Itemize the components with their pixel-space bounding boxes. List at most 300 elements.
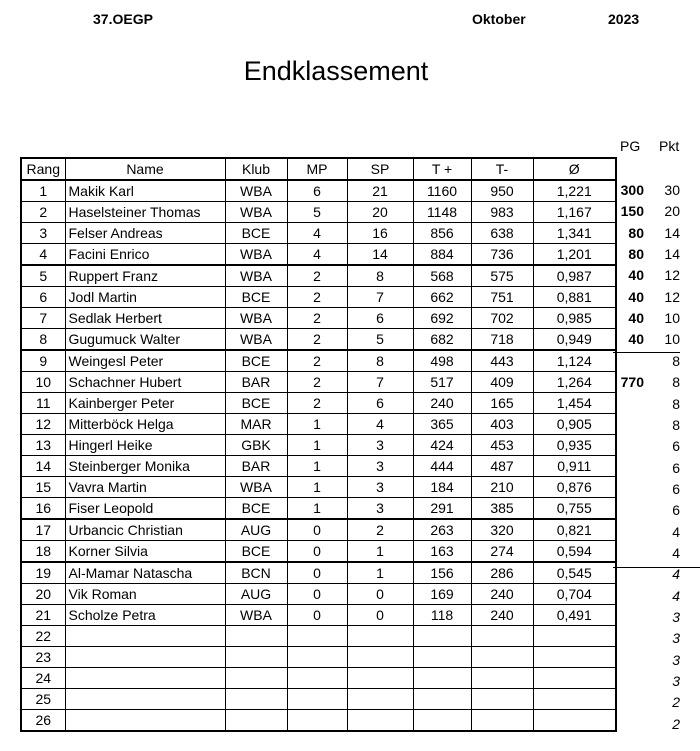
t-plus-cell: 184 xyxy=(413,477,471,498)
mp-cell: 1 xyxy=(287,414,347,435)
klub-cell: BAR xyxy=(225,372,287,393)
year-label: 2023 xyxy=(608,11,640,27)
rang-cell: 22 xyxy=(21,626,65,647)
t-minus-cell: 240 xyxy=(471,605,533,626)
pkt-value: 6 xyxy=(672,480,680,497)
table-row xyxy=(21,435,616,456)
header-rang: Rang xyxy=(21,158,65,180)
points-row xyxy=(600,671,700,692)
t-minus-cell: 751 xyxy=(471,287,533,308)
pkt-value: 12 xyxy=(664,267,680,284)
rang-cell: 17 xyxy=(21,519,65,541)
sp-cell: 16 xyxy=(347,223,413,244)
pg-value: 770 xyxy=(620,374,644,391)
table-row xyxy=(21,329,616,351)
mp-cell: 2 xyxy=(287,265,347,287)
mp-cell: 2 xyxy=(287,393,347,414)
table-row xyxy=(21,287,616,308)
points-row xyxy=(600,180,700,201)
points-row xyxy=(600,308,700,329)
name-cell: Facini Enrico xyxy=(65,244,225,266)
pg-value: 40 xyxy=(628,288,644,305)
rang-cell: 19 xyxy=(21,562,65,584)
pkt-value: 3 xyxy=(672,673,680,690)
t-plus-cell: 692 xyxy=(413,308,471,329)
header-sp: SP xyxy=(347,158,413,180)
name-cell: Urbancic Christian xyxy=(65,519,225,541)
pkt-value: 20 xyxy=(664,203,680,220)
sp-cell xyxy=(347,647,413,668)
pkt-value: 3 xyxy=(672,609,680,625)
rang-cell: 1 xyxy=(21,180,65,202)
t-plus-cell: 263 xyxy=(413,519,471,541)
sp-cell: 7 xyxy=(347,372,413,393)
points-row xyxy=(600,714,700,735)
mp-cell: 0 xyxy=(287,541,347,563)
name-cell xyxy=(65,689,225,710)
klub-cell: BCE xyxy=(225,223,287,244)
t-minus-cell xyxy=(471,647,533,668)
pkt-value: 2 xyxy=(672,694,680,711)
mp-cell: 2 xyxy=(287,372,347,393)
klub-cell: WBA xyxy=(225,202,287,223)
points-row xyxy=(600,479,700,500)
sp-cell: 1 xyxy=(347,541,413,563)
t-plus-cell: 163 xyxy=(413,541,471,563)
table-row xyxy=(21,541,616,563)
mp-cell: 6 xyxy=(287,180,347,202)
average-cell: 0,935 xyxy=(533,435,616,456)
sp-cell: 20 xyxy=(347,202,413,223)
klub-cell: WBA xyxy=(225,180,287,202)
klub-cell xyxy=(225,710,287,732)
average-cell: 0,876 xyxy=(533,477,616,498)
month-label: Oktober xyxy=(472,11,526,27)
sp-cell: 3 xyxy=(347,456,413,477)
rang-cell: 11 xyxy=(21,393,65,414)
header-t-plus: T + xyxy=(413,158,471,180)
table-row xyxy=(21,562,616,584)
rang-cell: 10 xyxy=(21,372,65,393)
pkt-value: 3 xyxy=(672,651,680,668)
t-plus-cell: 169 xyxy=(413,584,471,605)
sp-cell: 4 xyxy=(347,414,413,435)
mp-cell: 5 xyxy=(287,202,347,223)
t-plus-cell: 856 xyxy=(413,223,471,244)
t-plus-cell: 682 xyxy=(413,329,471,351)
name-cell: Weingesl Peter xyxy=(65,350,225,372)
points-row xyxy=(600,586,700,607)
sp-cell xyxy=(347,668,413,689)
points-row xyxy=(600,394,700,415)
klub-cell: MAR xyxy=(225,414,287,435)
table-row xyxy=(21,710,616,732)
pkt-value: 4 xyxy=(672,523,680,540)
klub-cell: BCE xyxy=(225,350,287,372)
points-row xyxy=(600,543,700,564)
average-cell: 0,881 xyxy=(533,287,616,308)
t-plus-cell: 365 xyxy=(413,414,471,435)
t-plus-cell: 568 xyxy=(413,265,471,287)
average-cell: 0,905 xyxy=(533,414,616,435)
pg-value: 80 xyxy=(628,246,644,263)
klub-cell: WBA xyxy=(225,265,287,287)
klub-cell: BAR xyxy=(225,456,287,477)
table-row xyxy=(21,308,616,329)
table-row xyxy=(21,223,616,244)
table-row xyxy=(21,689,616,710)
pkt-value: 6 xyxy=(672,459,680,476)
rang-cell: 13 xyxy=(21,435,65,456)
pkt-value: 3 xyxy=(672,630,680,647)
name-cell: Fiser Leopold xyxy=(65,498,225,520)
name-cell xyxy=(65,626,225,647)
mp-cell xyxy=(287,668,347,689)
pkt-value: 14 xyxy=(664,246,680,263)
name-cell: Haselsteiner Thomas xyxy=(65,202,225,223)
pg-value: 150 xyxy=(620,203,644,220)
sp-cell: 3 xyxy=(347,477,413,498)
rang-cell: 2 xyxy=(21,202,65,223)
t-minus-cell: 487 xyxy=(471,456,533,477)
average-cell: 1,454 xyxy=(533,393,616,414)
event-label: 37.OEGP xyxy=(93,11,153,27)
mp-cell: 2 xyxy=(287,350,347,372)
mp-cell: 2 xyxy=(287,329,347,351)
t-plus-cell: 291 xyxy=(413,498,471,520)
t-plus-cell xyxy=(413,689,471,710)
t-minus-cell: 950 xyxy=(471,180,533,202)
table-row xyxy=(21,626,616,647)
pkt-value: 8 xyxy=(672,416,680,433)
average-cell: 1,221 xyxy=(533,180,616,202)
klub-cell: BCE xyxy=(225,498,287,520)
rang-cell: 26 xyxy=(21,710,65,732)
rang-cell: 15 xyxy=(21,477,65,498)
average-cell: 1,167 xyxy=(533,202,616,223)
header-average: Ø xyxy=(533,158,616,180)
rang-cell: 20 xyxy=(21,584,65,605)
klub-cell xyxy=(225,689,287,710)
mp-cell: 1 xyxy=(287,477,347,498)
table-row xyxy=(21,456,616,477)
divider-line xyxy=(613,352,680,353)
t-minus-cell xyxy=(471,626,533,647)
pg-column-header: PG xyxy=(620,138,641,154)
average-cell: 1,201 xyxy=(533,244,616,266)
sp-cell: 7 xyxy=(347,287,413,308)
t-minus-cell: 718 xyxy=(471,329,533,351)
mp-cell: 0 xyxy=(287,605,347,626)
name-cell: Sedlak Herbert xyxy=(65,308,225,329)
mp-cell: 0 xyxy=(287,562,347,584)
klub-cell: BCE xyxy=(225,287,287,308)
rang-cell: 25 xyxy=(21,689,65,710)
page-title: Endklassement xyxy=(243,56,429,86)
name-cell: Ruppert Franz xyxy=(65,265,225,287)
mp-cell: 1 xyxy=(287,435,347,456)
table-row xyxy=(21,265,616,287)
klub-cell xyxy=(225,626,287,647)
name-cell: Kainberger Peter xyxy=(65,393,225,414)
t-plus-cell xyxy=(413,647,471,668)
t-minus-cell: 443 xyxy=(471,350,533,372)
sp-cell: 3 xyxy=(347,498,413,520)
t-plus-cell: 884 xyxy=(413,244,471,266)
points-row xyxy=(600,458,700,479)
table-row xyxy=(21,372,616,393)
klub-cell: WBA xyxy=(225,477,287,498)
points-row xyxy=(600,287,700,308)
header-klub: Klub xyxy=(225,158,287,180)
klub-cell: WBA xyxy=(225,244,287,266)
t-minus-cell xyxy=(471,710,533,732)
rang-cell: 9 xyxy=(21,350,65,372)
points-row xyxy=(600,223,700,244)
name-cell: Steinberger Monika xyxy=(65,456,225,477)
t-minus-cell xyxy=(471,668,533,689)
pkt-value: 4 xyxy=(672,566,680,583)
sp-cell: 0 xyxy=(347,605,413,626)
t-plus-cell: 662 xyxy=(413,287,471,308)
points-row xyxy=(600,692,700,713)
points-row xyxy=(600,265,700,286)
table-row xyxy=(21,519,616,541)
pg-value: 40 xyxy=(628,267,644,284)
mp-cell xyxy=(287,647,347,668)
t-plus-cell: 1148 xyxy=(413,202,471,223)
pg-value: 80 xyxy=(628,224,644,241)
mp-cell: 4 xyxy=(287,244,347,266)
sp-cell xyxy=(347,626,413,647)
sp-cell: 3 xyxy=(347,435,413,456)
average-cell: 0,985 xyxy=(533,308,616,329)
name-cell xyxy=(65,668,225,689)
pg-value: 300 xyxy=(620,182,644,198)
points-row xyxy=(600,329,700,350)
t-plus-cell xyxy=(413,668,471,689)
mp-cell xyxy=(287,626,347,647)
average-cell: 1,341 xyxy=(533,223,616,244)
klub-cell: WBA xyxy=(225,308,287,329)
pkt-value: 6 xyxy=(672,502,680,519)
t-minus-cell: 453 xyxy=(471,435,533,456)
t-minus-cell: 320 xyxy=(471,519,533,541)
t-plus-cell: 424 xyxy=(413,435,471,456)
points-row xyxy=(600,436,700,457)
t-plus-cell: 1160 xyxy=(413,180,471,202)
table-row xyxy=(21,180,616,202)
pkt-value: 4 xyxy=(672,587,680,604)
name-cell xyxy=(65,647,225,668)
name-cell: Korner Silvia xyxy=(65,541,225,563)
points-row xyxy=(600,201,700,222)
table-row xyxy=(21,393,616,414)
average-cell: 0,821 xyxy=(533,519,616,541)
klub-cell: BCN xyxy=(225,562,287,584)
pkt-value: 10 xyxy=(664,331,680,348)
name-cell: Hingerl Heike xyxy=(65,435,225,456)
pkt-value: 14 xyxy=(664,224,680,241)
rang-cell: 21 xyxy=(21,605,65,626)
average-cell: 0,545 xyxy=(533,562,616,584)
pg-value: 40 xyxy=(628,310,644,327)
divider-line xyxy=(613,567,700,568)
t-plus-cell xyxy=(413,626,471,647)
sp-cell: 8 xyxy=(347,265,413,287)
mp-cell: 0 xyxy=(287,519,347,541)
table-row xyxy=(21,584,616,605)
t-minus-cell: 983 xyxy=(471,202,533,223)
mp-cell: 2 xyxy=(287,308,347,329)
name-cell: Schachner Hubert xyxy=(65,372,225,393)
rang-cell: 24 xyxy=(21,668,65,689)
average-cell: 0,987 xyxy=(533,265,616,287)
klub-cell: WBA xyxy=(225,329,287,351)
points-row xyxy=(600,628,700,649)
sp-cell: 2 xyxy=(347,519,413,541)
average-cell: 0,755 xyxy=(533,498,616,520)
average-cell: 0,704 xyxy=(533,584,616,605)
table-row xyxy=(21,414,616,435)
rang-cell: 7 xyxy=(21,308,65,329)
points-row xyxy=(600,607,700,628)
header-mp: MP xyxy=(287,158,347,180)
name-cell: Mitterböck Helga xyxy=(65,414,225,435)
points-row xyxy=(600,650,700,671)
sp-cell: 1 xyxy=(347,562,413,584)
average-cell: 0,949 xyxy=(533,329,616,351)
sp-cell: 21 xyxy=(347,180,413,202)
name-cell: Gugumuck Walter xyxy=(65,329,225,351)
mp-cell: 1 xyxy=(287,498,347,520)
pkt-value: 6 xyxy=(672,438,680,455)
average-cell: 1,124 xyxy=(533,350,616,372)
mp-cell: 0 xyxy=(287,584,347,605)
klub-cell: AUG xyxy=(225,584,287,605)
average-cell: 0,594 xyxy=(533,541,616,563)
t-minus-cell: 638 xyxy=(471,223,533,244)
points-row xyxy=(600,415,700,436)
t-minus-cell: 286 xyxy=(471,562,533,584)
name-cell: Vik Roman xyxy=(65,584,225,605)
points-row xyxy=(600,244,700,265)
table-header-row xyxy=(21,158,616,180)
sp-cell xyxy=(347,689,413,710)
t-minus-cell: 409 xyxy=(471,372,533,393)
klub-cell: BCE xyxy=(225,393,287,414)
pkt-value: 8 xyxy=(672,395,680,412)
t-minus-cell: 165 xyxy=(471,393,533,414)
table-row xyxy=(21,244,616,266)
klub-cell xyxy=(225,668,287,689)
rang-cell: 6 xyxy=(21,287,65,308)
t-plus-cell: 118 xyxy=(413,605,471,626)
sp-cell: 0 xyxy=(347,584,413,605)
average-cell: 1,264 xyxy=(533,372,616,393)
mp-cell xyxy=(287,689,347,710)
klub-cell: WBA xyxy=(225,605,287,626)
name-cell: Felser Andreas xyxy=(65,223,225,244)
points-row xyxy=(600,522,700,543)
table-row xyxy=(21,202,616,223)
sp-cell: 14 xyxy=(347,244,413,266)
name-cell: Scholze Petra xyxy=(65,605,225,626)
table-row xyxy=(21,647,616,668)
name-cell: Vavra Martin xyxy=(65,477,225,498)
rang-cell: 23 xyxy=(21,647,65,668)
name-cell xyxy=(65,710,225,732)
rang-cell: 5 xyxy=(21,265,65,287)
mp-cell: 2 xyxy=(287,287,347,308)
points-row xyxy=(600,500,700,521)
pkt-value: 30 xyxy=(664,182,680,198)
klub-cell: GBK xyxy=(225,435,287,456)
t-minus-cell: 702 xyxy=(471,308,533,329)
sp-cell: 5 xyxy=(347,329,413,351)
pkt-value: 2 xyxy=(672,715,680,732)
klub-cell: AUG xyxy=(225,519,287,541)
pkt-value: 4 xyxy=(672,544,680,561)
rang-cell: 8 xyxy=(21,329,65,351)
name-cell: Al-Mamar Natascha xyxy=(65,562,225,584)
name-cell: Makik Karl xyxy=(65,180,225,202)
header-t-minus: T- xyxy=(471,158,533,180)
t-plus-cell: 240 xyxy=(413,393,471,414)
rang-cell: 4 xyxy=(21,244,65,266)
t-minus-cell: 736 xyxy=(471,244,533,266)
table-row xyxy=(21,350,616,372)
table-row xyxy=(21,605,616,626)
t-minus-cell: 385 xyxy=(471,498,533,520)
points-row xyxy=(600,372,700,393)
mp-cell: 1 xyxy=(287,456,347,477)
klub-cell: BCE xyxy=(225,541,287,563)
mp-cell xyxy=(287,710,347,732)
sp-cell: 8 xyxy=(347,350,413,372)
header-name: Name xyxy=(65,158,225,180)
pkt-value: 12 xyxy=(664,288,680,305)
t-plus-cell xyxy=(413,710,471,732)
t-plus-cell: 498 xyxy=(413,350,471,372)
table-row xyxy=(21,668,616,689)
klub-cell xyxy=(225,647,287,668)
pg-value: 40 xyxy=(628,331,644,348)
rang-cell: 16 xyxy=(21,498,65,520)
pkt-value: 8 xyxy=(672,352,680,369)
name-cell: Jodl Martin xyxy=(65,287,225,308)
points-row xyxy=(600,351,700,372)
pkt-value: 10 xyxy=(664,310,680,327)
t-plus-cell: 517 xyxy=(413,372,471,393)
t-minus-cell xyxy=(471,689,533,710)
t-minus-cell: 575 xyxy=(471,265,533,287)
t-plus-cell: 444 xyxy=(413,456,471,477)
average-cell: 0,491 xyxy=(533,605,616,626)
mp-cell: 4 xyxy=(287,223,347,244)
t-minus-cell: 274 xyxy=(471,541,533,563)
t-plus-cell: 156 xyxy=(413,562,471,584)
results-table xyxy=(20,157,617,732)
rang-cell: 12 xyxy=(21,414,65,435)
table-row xyxy=(21,477,616,498)
t-minus-cell: 403 xyxy=(471,414,533,435)
sp-cell: 6 xyxy=(347,393,413,414)
rang-cell: 18 xyxy=(21,541,65,563)
t-minus-cell: 240 xyxy=(471,584,533,605)
average-cell: 0,911 xyxy=(533,456,616,477)
sp-cell xyxy=(347,710,413,732)
